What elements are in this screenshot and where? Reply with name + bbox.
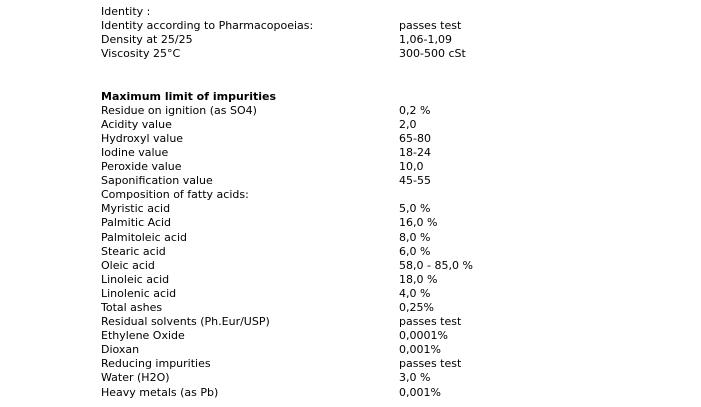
section-spacer: [101, 61, 661, 89]
spec-row: [101, 174, 661, 188]
specification-document: [101, 5, 661, 400]
spec-value: passes test: [399, 315, 462, 329]
spec-value: 6,0 %: [399, 244, 431, 258]
spec-label: Oleic acid: [101, 258, 155, 272]
spec-row: [101, 160, 661, 174]
spec-value: 5,0 %: [399, 202, 431, 216]
spec-value: 0,0001%: [399, 329, 448, 343]
spec-label: Density at 25/25: [101, 33, 193, 47]
spec-value: 2,0: [399, 117, 417, 131]
spec-label: Ethylene Oxide: [101, 329, 185, 343]
spec-row: [101, 259, 661, 273]
spec-label: Identity according to Pharmacopoeias:: [101, 19, 314, 33]
spec-label: Water (H2O): [101, 371, 170, 385]
spec-row: [101, 19, 661, 33]
spec-value: 0,001%: [399, 385, 441, 399]
spec-row: [101, 5, 661, 19]
spec-label: Acidity value: [101, 117, 172, 131]
spec-row: [101, 132, 661, 146]
spec-value: 300-500 cSt: [399, 47, 466, 61]
spec-value: 0,2 %: [399, 103, 431, 117]
spec-row: [101, 118, 661, 132]
impurities-section: [101, 90, 661, 400]
spec-row: [101, 33, 661, 47]
spec-label: Total ashes: [101, 300, 163, 314]
spec-row: [101, 216, 661, 230]
spec-value: 58,0 - 85,0 %: [399, 258, 473, 272]
spec-label: Identity :: [101, 5, 151, 18]
spec-row: [101, 329, 661, 343]
spec-row: [101, 245, 661, 259]
spec-label: Myristic acid: [101, 202, 171, 216]
spec-value: 4,0 %: [399, 286, 431, 300]
spec-label: Palmitoleic acid: [101, 230, 188, 244]
section-heading: Maximum limit of impurities: [101, 89, 277, 103]
spec-label: Palmitic Acid: [101, 216, 172, 230]
spec-row: [101, 104, 661, 118]
spec-label: Viscosity 25°C: [101, 47, 181, 61]
spec-label: Hydroxyl value: [101, 131, 184, 145]
spec-label: Linoleic acid: [101, 272, 170, 286]
spec-value: 45-55: [399, 174, 431, 188]
spec-value: 3,0 %: [399, 371, 431, 385]
spec-row: [101, 386, 661, 400]
spec-value: 18-24: [399, 145, 431, 159]
spec-label: Heavy metals (as Pb): [101, 385, 219, 399]
spec-row: [101, 231, 661, 245]
spec-row: [101, 357, 661, 371]
spec-value: 1,06-1,09: [399, 33, 452, 47]
spec-label: Composition of fatty acids:: [101, 188, 249, 202]
spec-label: Saponification value: [101, 174, 213, 188]
spec-value: 18,0 %: [399, 272, 438, 286]
spec-value: 8,0 %: [399, 230, 431, 244]
spec-label: Peroxide value: [101, 160, 182, 174]
spec-row: [101, 202, 661, 216]
spec-row: [101, 371, 661, 385]
spec-row: [101, 301, 661, 315]
spec-value: 16,0 %: [399, 216, 438, 230]
spec-row: [101, 315, 661, 329]
spec-row: [101, 343, 661, 357]
spec-value: 0,001%: [399, 343, 441, 357]
spec-row: [101, 287, 661, 301]
spec-value: passes test: [399, 19, 462, 33]
spec-value: passes test: [399, 357, 462, 371]
spec-value: 65-80: [399, 131, 431, 145]
spec-value: 0,25%: [399, 300, 434, 314]
spec-row: [101, 146, 661, 160]
spec-label: Linolenic acid: [101, 286, 177, 300]
spec-label: Residue on ignition (as SO4): [101, 103, 257, 117]
spec-label: Residual solvents (Ph.Eur/USP): [101, 315, 270, 329]
spec-label: Iodine value: [101, 145, 169, 159]
spec-label: Dioxan: [101, 343, 140, 357]
spec-row: [101, 188, 661, 202]
spec-row: [101, 273, 661, 287]
spec-label: Reducing impurities: [101, 357, 211, 371]
spec-row: [101, 47, 661, 61]
spec-value: 10,0: [399, 160, 424, 174]
spec-label: Stearic acid: [101, 244, 166, 258]
identity-section: [101, 5, 661, 61]
